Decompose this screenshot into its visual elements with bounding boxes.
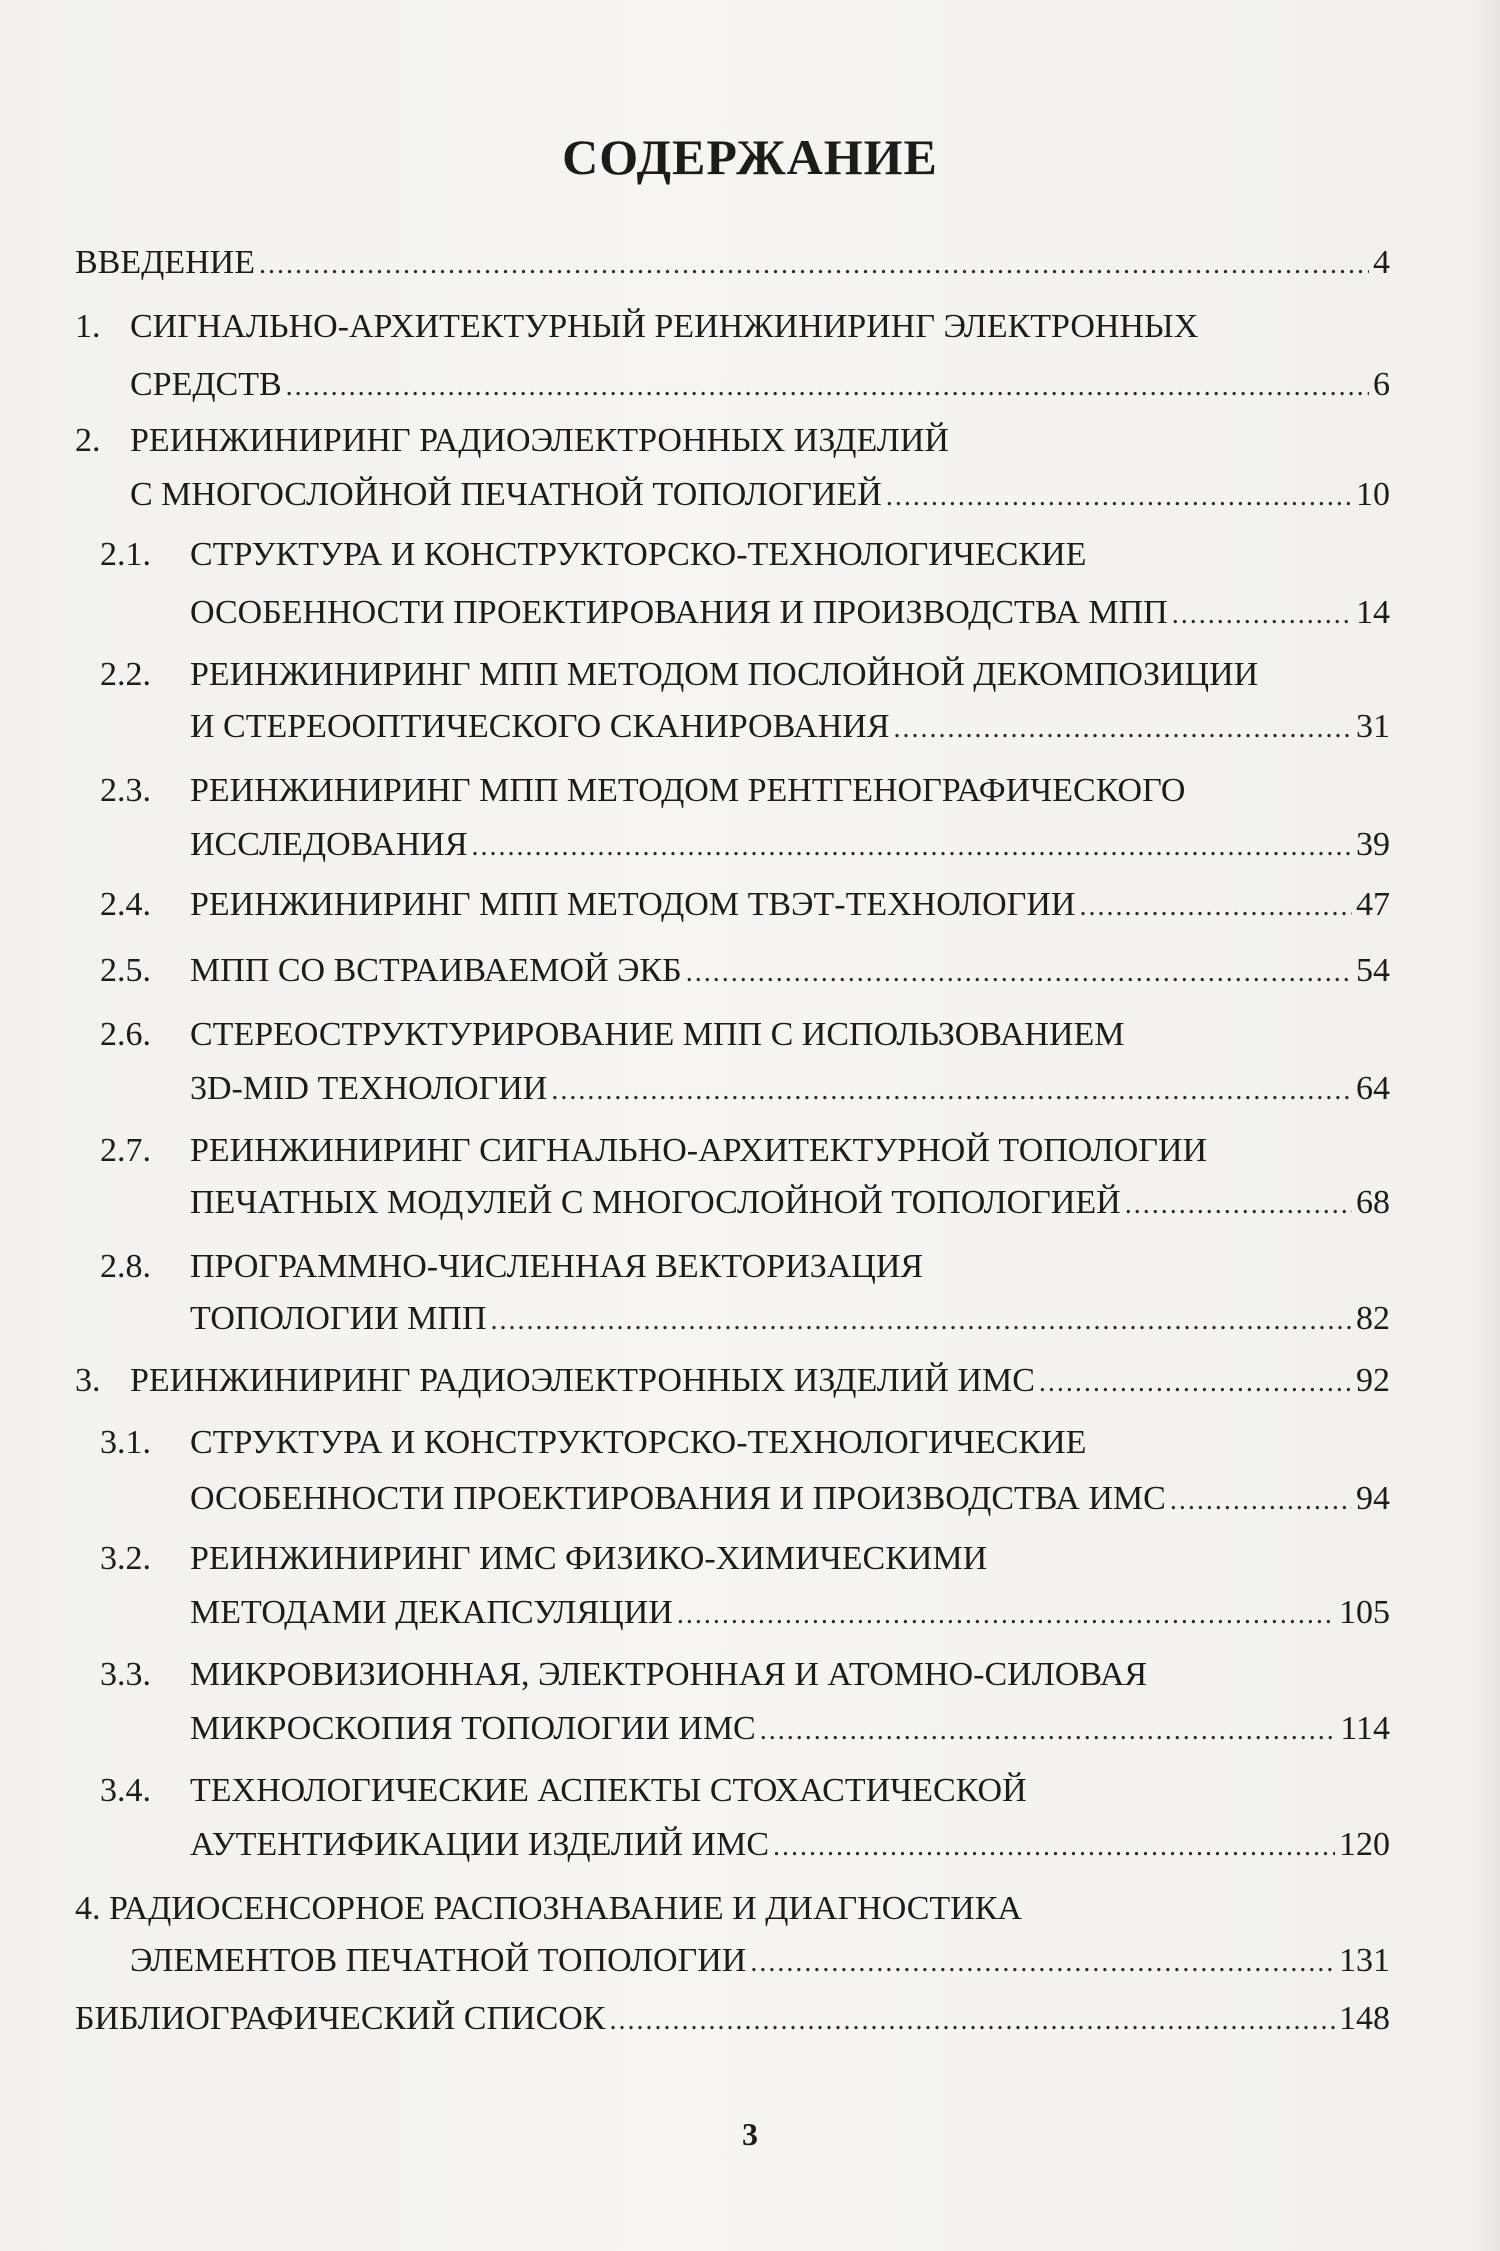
toc-entry-title: ИССЛЕДОВАНИЯ: [190, 826, 468, 863]
toc-leader-dots: [491, 1298, 1352, 1344]
toc-entry-3-2-line1: [100, 1536, 1390, 1582]
toc-entry-title: ЭЛЕМЕНТОВ ПЕЧАТНОЙ ТОПОЛОГИИ: [130, 1942, 747, 1979]
toc-leader-dots: [1172, 592, 1352, 638]
toc-entry-3-2-line2: [190, 1590, 1390, 1636]
toc-entry-title: ОСОБЕННОСТИ ПРОЕКТИРОВАНИЯ И ПРОИЗВОДСТВА МПП: [190, 594, 1168, 631]
toc-entry-3-1-line2: [190, 1476, 1390, 1522]
toc-entry-number: 2.5.: [100, 952, 151, 989]
toc-entry-3-3-line1: [100, 1652, 1390, 1698]
toc-entry-page: 10: [1356, 476, 1390, 513]
toc-entry-2-8-line2: [190, 1296, 1390, 1342]
toc-entry-number: 3.4.: [100, 1772, 151, 1809]
toc-entry-3-1-line1: [100, 1420, 1390, 1466]
toc-entry-2-4: [100, 882, 1390, 928]
toc-entry-title: И СТЕРЕООПТИЧЕСКОГО СКАНИРОВАНИЯ: [190, 708, 890, 745]
toc-entry-page: 39: [1356, 826, 1390, 863]
toc-entry-page: 92: [1356, 1362, 1390, 1399]
toc-entry-2-6-line2: [190, 1066, 1390, 1112]
toc-entry-intro: [75, 240, 1390, 286]
toc-entry-2-5: [100, 948, 1390, 994]
toc-entry-title: ПРОГРАММНО-ЧИСЛЕННАЯ ВЕКТОРИЗАЦИЯ: [190, 1248, 924, 1285]
toc-entry-2-1-line2: [190, 590, 1390, 636]
toc-leader-dots: [472, 824, 1352, 870]
toc-leader-dots: [1125, 1182, 1352, 1228]
toc-entry-title: СТРУКТУРА И КОНСТРУКТОРСКО-ТЕХНОЛОГИЧЕСКИЕ: [190, 1424, 1087, 1461]
toc-leader-dots: [1170, 1478, 1352, 1524]
toc-entry-2-7-line2: [190, 1180, 1390, 1226]
toc-entry-title: ТОПОЛОГИИ МПП: [190, 1300, 487, 1337]
toc-leader-dots: [686, 950, 1352, 996]
toc-entry-page: 94: [1356, 1480, 1390, 1517]
toc-entry-page: 105: [1339, 1594, 1390, 1631]
toc-entry-page: 54: [1356, 952, 1390, 989]
toc-leader-dots: [750, 1940, 1335, 1986]
toc-entry-number: 2.2.: [100, 656, 151, 693]
toc-entry-2-3-line1: [100, 768, 1390, 814]
toc-entry-title: СРЕДСТВ: [130, 366, 282, 403]
toc-leader-dots: [610, 1998, 1336, 2044]
toc-entry-number: 3.2.: [100, 1540, 151, 1577]
toc-entry-2-8-line1: [100, 1244, 1390, 1290]
toc-entry-1-line1: [75, 304, 1390, 350]
toc-entry-title: МИКРОСКОПИЯ ТОПОЛОГИИ ИМС: [190, 1710, 756, 1747]
toc-entry-title: С МНОГОСЛОЙНОЙ ПЕЧАТНОЙ ТОПОЛОГИЕЙ: [130, 476, 882, 513]
toc-entry-title: ТЕХНОЛОГИЧЕСКИЕ АСПЕКТЫ СТОХАСТИЧЕСКОЙ: [190, 1772, 1027, 1809]
toc-entry-number: 2.1.: [100, 536, 151, 573]
toc-entry-page: 31: [1356, 708, 1390, 745]
toc-entry-2-6-line1: [100, 1012, 1390, 1058]
toc-entry-number: 2.3.: [100, 772, 151, 809]
toc-entry-2-line2: [130, 472, 1390, 518]
toc-leader-dots: [286, 364, 1369, 410]
toc-leader-dots: [773, 1824, 1335, 1870]
toc-entry-title: 4. РАДИОСЕНСОРНОЕ РАСПОЗНАВАНИЕ И ДИАГНОСТИКА: [75, 1890, 1022, 1927]
toc-entry-page: 148: [1339, 2000, 1390, 2037]
toc-entry-page: 14: [1356, 594, 1390, 631]
toc-entry-3-4-line2: [190, 1822, 1390, 1868]
toc-entry-page: 120: [1339, 1826, 1390, 1863]
toc-leader-dots: [886, 474, 1352, 520]
toc-entry-title: РЕИНЖИНИРИНГ МПП МЕТОДОМ ПОСЛОЙНОЙ ДЕКОМПОЗИЦИИ: [190, 656, 1259, 693]
toc-leader-dots: [1039, 1360, 1352, 1406]
toc-entry-2-2-line1: [100, 652, 1390, 698]
toc-entry-title: МЕТОДАМИ ДЕКАПСУЛЯЦИИ: [190, 1594, 673, 1631]
toc-entry-number: 3.: [75, 1362, 101, 1399]
toc-entry-number: 2.: [75, 422, 101, 459]
page-title: СОДЕРЖАНИЕ: [562, 129, 938, 185]
toc-entry-number: 2.7.: [100, 1132, 151, 1169]
toc-entry-title: 3D-MID ТЕХНОЛОГИИ: [190, 1070, 548, 1107]
toc-entry-title: РЕИНЖИНИРИНГ ИМС ФИЗИКО-ХИМИЧЕСКИМИ: [190, 1540, 988, 1577]
toc-entry-2-line1: [75, 418, 1390, 464]
toc-entry-title: ОСОБЕННОСТИ ПРОЕКТИРОВАНИЯ И ПРОИЗВОДСТВА ИМС: [190, 1480, 1166, 1517]
toc-entry-number: 3.3.: [100, 1656, 151, 1693]
toc-entry-number: 1.: [75, 308, 101, 345]
toc-entry-4-line2: [130, 1938, 1390, 1984]
toc-entry-title: МПП СО ВСТРАИВАЕМОЙ ЭКБ: [190, 952, 682, 989]
toc-entry-number: 2.4.: [100, 886, 151, 923]
toc-entry-page: 6: [1373, 366, 1390, 403]
toc-entry-page: 114: [1340, 1710, 1390, 1747]
toc-leader-dots: [760, 1708, 1337, 1754]
toc-entry-3: [75, 1358, 1390, 1404]
toc-entry-title: РЕИНЖИНИРИНГ СИГНАЛЬНО-АРХИТЕКТУРНОЙ ТОПОЛОГИИ: [190, 1132, 1208, 1169]
toc-entry-title: БИБЛИОГРАФИЧЕСКИЙ СПИСОК: [75, 2000, 606, 2037]
toc-entry-4-line1: [75, 1886, 1390, 1932]
toc-entry-2-1-line1: [100, 532, 1390, 578]
toc-leader-dots: [894, 706, 1353, 752]
toc-leader-dots: [1079, 884, 1352, 930]
toc-entry-title: МИКРОВИЗИОННАЯ, ЭЛЕКТРОННАЯ И АТОМНО-СИЛОВАЯ: [190, 1656, 1148, 1693]
toc-entry-3-3-line2: [190, 1706, 1390, 1752]
toc-entry-title: РЕИНЖИНИРИНГ РАДИОЭЛЕКТРОННЫХ ИЗДЕЛИЙ ИМС: [130, 1362, 1035, 1399]
toc-entry-title: РЕИНЖИНИРИНГ МПП МЕТОДОМ ТВЭТ-ТЕХНОЛОГИИ: [190, 886, 1076, 923]
toc-entry-1-line2: [130, 362, 1390, 408]
toc-entry-title: СТРУКТУРА И КОНСТРУКТОРСКО-ТЕХНОЛОГИЧЕСКИЕ: [190, 536, 1087, 573]
toc-entry-2-7-line1: [100, 1128, 1390, 1174]
toc-entry-number: 2.8.: [100, 1248, 151, 1285]
toc-entry-page: 68: [1356, 1184, 1390, 1221]
toc-entry-page: 4: [1373, 244, 1390, 281]
toc-entry-number: 3.1.: [100, 1424, 151, 1461]
page-number: 3: [742, 2116, 758, 2152]
toc-entry-2-3-line2: [190, 822, 1390, 868]
toc-entry-title: АУТЕНТИФИКАЦИИ ИЗДЕЛИЙ ИМС: [190, 1826, 770, 1863]
toc-entry-2-2-line2: [190, 704, 1390, 750]
toc-entry-page: 47: [1356, 886, 1390, 923]
toc-leader-dots: [551, 1068, 1352, 1114]
toc-entry-page: 131: [1339, 1942, 1390, 1979]
toc-entry-bibliography: [75, 1996, 1390, 2042]
toc-entry-page: 64: [1356, 1070, 1390, 1107]
toc-entry-number: 2.6.: [100, 1016, 151, 1053]
toc-entry-title: РЕИНЖИНИРИНГ РАДИОЭЛЕКТРОННЫХ ИЗДЕЛИЙ: [130, 422, 949, 459]
toc-entry-title: СТЕРЕОСТРУКТУРИРОВАНИЕ МПП С ИСПОЛЬЗОВАНИЕМ: [190, 1016, 1125, 1053]
toc-entry-3-4-line1: [100, 1768, 1390, 1814]
toc-entry-title: СИГНАЛЬНО-АРХИТЕКТУРНЫЙ РЕИНЖИНИРИНГ ЭЛЕКТРОННЫХ: [130, 308, 1199, 345]
toc-leader-dots: [677, 1592, 1335, 1638]
toc-leader-dots: [259, 242, 1369, 288]
toc-entry-title: ПЕЧАТНЫХ МОДУЛЕЙ С МНОГОСЛОЙНОЙ ТОПОЛОГИЕЙ: [190, 1184, 1121, 1221]
toc-entry-page: 82: [1356, 1300, 1390, 1337]
toc-entry-title: ВВЕДЕНИЕ: [75, 244, 255, 281]
toc-entry-title: РЕИНЖИНИРИНГ МПП МЕТОДОМ РЕНТГЕНОГРАФИЧЕСКОГО: [190, 772, 1186, 809]
